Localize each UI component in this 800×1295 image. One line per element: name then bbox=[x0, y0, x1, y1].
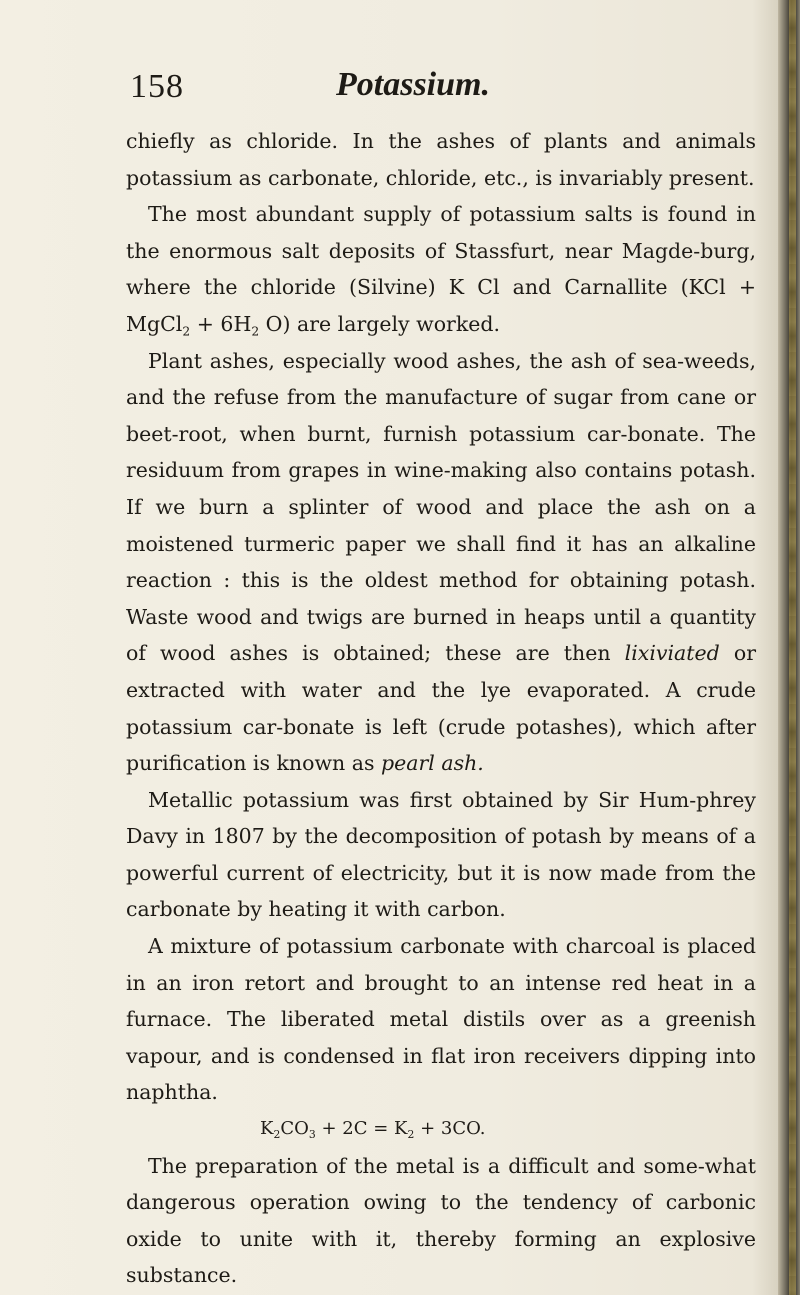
term-pearl-ash: pearl ash. bbox=[381, 751, 484, 776]
chemical-equation: $K_2CO_3 + 2C = K_2 + 3CO$. bbox=[260, 1118, 486, 1141]
paragraph-3: Plant ashes, especially wood ashes, the ash of sea-weeds, and the refuse from the manufacture of sugar from cane or beet-root, when burnt, furnish potassium car-bonate. The residuum from grapes in wine-making also contains potash. If we burn a splinter of wood and place the ash on a moistened turmeric paper we shall find it has an alkaline reaction : this is the oldest method for obtaining potash. Waste wood and twigs are burned in heaps until a quantity of wood ashes is obtained; these are then lixiviated or extracted with water and the lye evaporated. A crude potassium car-bonate is left (crude potashes), which after purification is known as pearl ash. bbox=[126, 348, 756, 776]
paragraph-1: chiefly as chloride. In the ashes of plants and animals potassium as carbonate, chloride, etc., is invariably present. bbox=[126, 129, 756, 190]
paragraph-6: The preparation of the metal is a difficult and some-what dangerous operation owing to the tendency of carbonic oxide to unite with it, thereby forming an explosive substance. bbox=[126, 1153, 756, 1288]
running-title: Potassium. bbox=[336, 66, 490, 103]
paragraph-4: Metallic potassium was first obtained by Sir Hum-phrey Davy in 1807 by the decomposition of potash by means of a powerful current of electricity, but it is now made from the carbonate by heating it with carbon. bbox=[126, 787, 756, 922]
paragraph-2: The most abundant supply of potassium salts is found in the enormous salt deposits of Stassfurt, near Magde-burg, where the chloride (Silvine) K Cl and Carnallite (KCl + MgCl$_2$ + $6H_2$ O) are largely worked. bbox=[126, 202, 756, 339]
body-text bbox=[126, 123, 756, 1294]
paragraph-5: A mixture of potassium carbonate with charcoal is placed in an iron retort and brought to an intense red heat in a furnace. The liberated metal distils over as a greenish vapour, and is condensed in flat iron receivers dipping into naphtha. bbox=[126, 934, 756, 1105]
term-lixiviated: lixiviated bbox=[624, 641, 720, 666]
binding-gilt-edge bbox=[789, 0, 796, 1295]
page-number: 158 bbox=[130, 68, 184, 105]
